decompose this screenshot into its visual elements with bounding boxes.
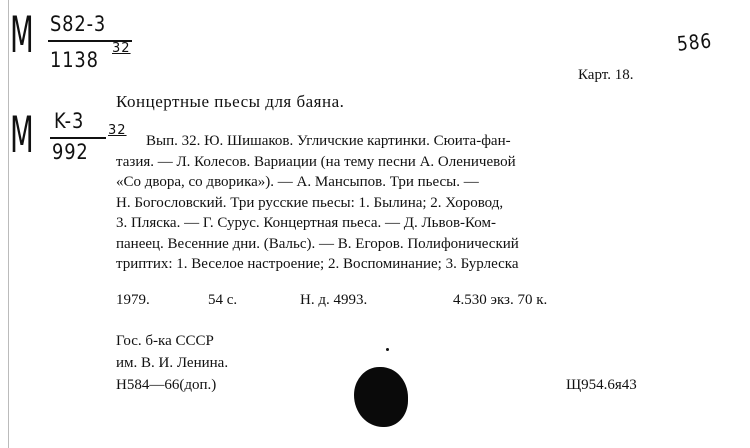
shelfmark-2-letter: M <box>10 106 35 164</box>
shelfmark-2-rule <box>50 137 106 139</box>
card-title: Концертные пьесы для баяна. <box>116 92 345 111</box>
library-order-number: Н584—66(доп.) <box>116 377 217 393</box>
contents-description <box>116 131 654 275</box>
description-line: тазия. — Л. Колесов. Вариации (на тему песни А. Оленичевой <box>116 153 516 170</box>
shelfmark-2-bottom: 992 <box>52 140 89 164</box>
description-line: Н. Богословский. Три русские пьесы: 1. Былина; 2. Хоровод, <box>116 194 504 211</box>
imprint-number: Н. д. 4993. <box>300 292 368 308</box>
shelfmark-1-letter: M <box>10 6 35 64</box>
imprint-year: 1979. <box>116 292 150 308</box>
description-line: панеец. Весенние дни. (Вальс). — В. Егоров. Полифонический <box>116 235 519 252</box>
classification-mark: Щ954.6я43 <box>566 377 637 393</box>
description-line: триптих: 1. Веселое настроение; 2. Воспоминание; 3. Бурлеска <box>116 256 519 272</box>
description-line: «Со двора, со дворика»). — А. Мансыпов. Три пьесы. — <box>116 174 479 190</box>
shelfmark-1-bottom: 1138 <box>50 48 99 72</box>
ink-blot <box>354 367 408 427</box>
ink-speck <box>386 348 389 351</box>
shelfmark-1-top: S82-3 <box>50 12 107 36</box>
library-name-line2: им. В. И. Ленина. <box>116 355 229 371</box>
description-line: Вып. 32. Ю. Шишаков. Угличские картинки. Сюита-фан- <box>146 133 511 149</box>
imprint-pages: 54 с. <box>208 292 238 308</box>
description-line: 3. Пляска. — Г. Сурус. Концертная пьеса. — Д. Львов-Ком- <box>116 215 496 231</box>
margin-line <box>8 0 9 448</box>
shelfmark-2-top: K-3 <box>54 109 85 133</box>
corner-handwritten-number: 586 <box>675 28 714 56</box>
card-number: Карт. 18. <box>578 67 634 83</box>
library-name: Гос. б-ка СССР <box>116 333 214 349</box>
imprint-copies: 4.530 экз. 70 к. <box>453 292 548 308</box>
shelfmark-1-sup: 32 <box>112 41 131 56</box>
shelfmark-2-sup: 32 <box>108 123 127 138</box>
